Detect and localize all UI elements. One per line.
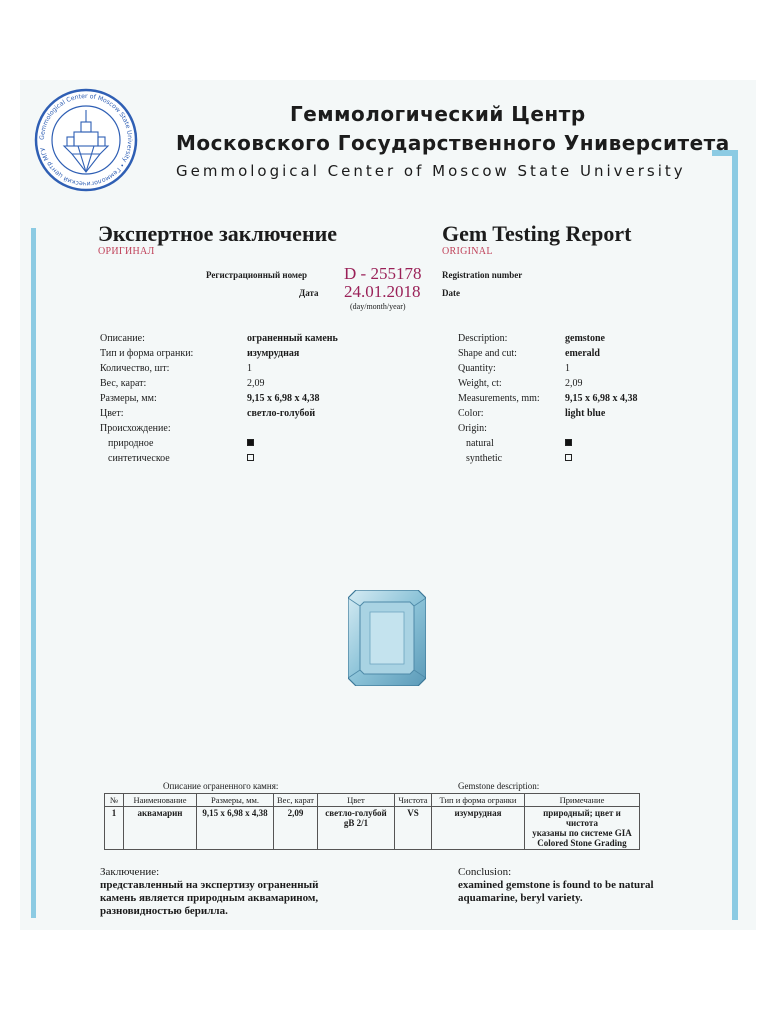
field-value-ru: 9,15 x 6,98 x 4,38 (247, 393, 320, 404)
cell-clarity: VS (394, 807, 431, 850)
gemstone-table (104, 793, 640, 850)
date-label-ru: Дата (299, 288, 319, 298)
cell-name: аквамарин (124, 807, 197, 850)
reg-number-label-en: Registration number (442, 270, 523, 280)
table-header: Размеры, мм. (197, 794, 274, 807)
svg-text:Gemmological Center of Moscow: Gemmological Center of Moscow State University • Геммологический центр МГУ (38, 92, 134, 188)
conclusion-line-ru: представленный на экспертизу ограненный (100, 879, 319, 891)
reg-number-value: D - 255178 (344, 264, 422, 283)
field-value-en: 2,09 (565, 378, 583, 389)
field-label-en: Measurements, mm: (458, 393, 540, 404)
origin-label-en: natural (466, 438, 494, 449)
cell-weight: 2,09 (274, 807, 318, 850)
origin-natural-checkbox-en (565, 439, 572, 446)
field-label-en: Quantity: (458, 363, 496, 374)
field-label-en: Shape and cut: (458, 348, 517, 359)
table-header: Тип и форма огранки (431, 794, 524, 807)
field-label-ru: Цвет: (100, 408, 124, 419)
conclusion-line-ru: камень является природным аквамарином, (100, 892, 319, 904)
origin-synthetic-checkbox-ru (247, 454, 254, 461)
conclusion-line-en: examined gemstone is found to be natural (458, 879, 654, 891)
conclusion-line-en: aquamarine, beryl variety. (458, 892, 583, 904)
cell-note-line: природный; цвет и чистота (543, 808, 621, 828)
field-value-ru: ограненный камень (247, 333, 338, 344)
cell-note-line: указаны по системе GIA (532, 828, 632, 838)
left-accent-bar (31, 228, 36, 918)
table-header-row (105, 794, 640, 807)
field-label-ru: Тип и форма огранки: (100, 348, 194, 359)
center-name-en: Gemmological Center of Moscow State University (176, 162, 686, 180)
right-accent-bar (732, 150, 738, 920)
table-caption-en: Gemstone description: (458, 781, 540, 791)
date-value: 24.01.2018 (344, 282, 421, 301)
field-label-en: Description: (458, 333, 508, 344)
center-name-ru-line2: Московского Государственного Университета (176, 131, 730, 155)
field-label-en: Color: (458, 408, 484, 419)
table-header: Цвет (317, 794, 394, 807)
cell-note (524, 807, 639, 850)
cell-num: 1 (105, 807, 124, 850)
field-value-en: emerald (565, 348, 600, 359)
original-label-en: ORIGINAL (442, 246, 493, 257)
field-label-ru: Размеры, мм: (100, 393, 157, 404)
origin-label-ru: синтетическое (108, 453, 170, 464)
origin-label-ru: природное (108, 438, 154, 449)
report-title-ru: Экспертное заключение (98, 221, 338, 246)
center-name-ru-line1: Геммологический Центр (290, 102, 586, 126)
table-header: № (105, 794, 124, 807)
origin-label-en: synthetic (466, 453, 503, 464)
table-header: Вес, карат (274, 794, 318, 807)
table-header: Примечание (524, 794, 639, 807)
report-title-en: Gem Testing Report (442, 221, 632, 246)
cell-color-grade: gB 2/1 (343, 818, 369, 828)
table-row (105, 807, 640, 850)
cell-color (317, 807, 394, 850)
field-value-en: 9,15 x 6,98 x 4,38 (565, 393, 638, 404)
field-label-ru: Происхождение: (100, 423, 171, 434)
field-value-en: light blue (565, 408, 606, 419)
field-label-ru: Количество, шт: (100, 363, 170, 374)
table-caption-ru: Описание ограненного камня: (163, 781, 279, 791)
field-value-ru: светло-голубой (247, 408, 316, 419)
field-value-ru: 2,09 (247, 378, 265, 389)
field-value-ru: 1 (247, 363, 252, 374)
origin-synthetic-checkbox-en (565, 454, 572, 461)
original-label-ru: ОРИГИНАЛ (98, 246, 155, 257)
conclusion-text-en (458, 879, 654, 905)
gemstone-photo (348, 590, 426, 686)
date-label-en: Date (442, 288, 460, 298)
field-label-ru: Вес, карат: (100, 378, 147, 389)
field-label-en: Weight, ct: (458, 378, 502, 389)
field-label-en: Origin: (458, 423, 487, 434)
conclusion-line-ru: разновидностью берилла. (100, 905, 228, 917)
cell-size: 9,15 x 6,98 x 4,38 (197, 807, 274, 850)
conclusion-text-ru (100, 879, 318, 918)
field-value-ru: изумрудная (247, 348, 300, 359)
field-label-ru: Описание: (100, 333, 145, 344)
date-format-hint: (day/month/year) (350, 302, 406, 311)
conclusion-label-en: Conclusion: (458, 866, 512, 878)
msu-seal-logo (34, 88, 138, 192)
reg-number-label-ru: Регистрационный номер (206, 270, 308, 280)
table-header: Чистота (394, 794, 431, 807)
origin-natural-checkbox-ru (247, 439, 254, 446)
conclusion-label-ru: Заключение: (100, 866, 160, 878)
field-value-en: 1 (565, 363, 570, 374)
cell-note-line: Colored Stone Grading (537, 838, 627, 848)
cell-color-line: светло-голубой (325, 808, 387, 818)
cell-cut: изумрудная (431, 807, 524, 850)
field-value-en: gemstone (565, 333, 605, 344)
table-header: Наименование (124, 794, 197, 807)
